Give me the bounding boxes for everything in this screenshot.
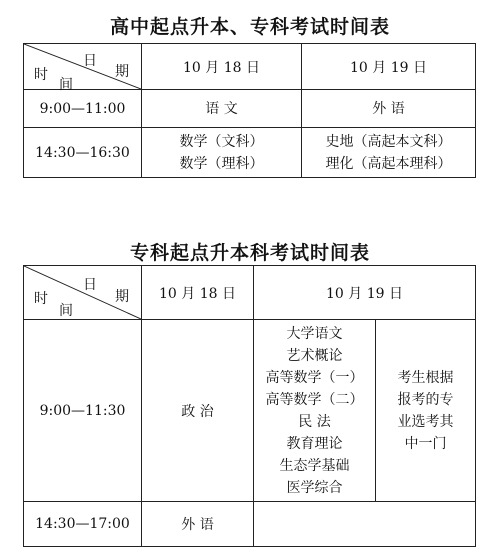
note-line: 报考的专 (397, 391, 454, 408)
subject-cell (142, 90, 302, 128)
time-slot: 9:00—11:30 (24, 320, 142, 502)
header-period-label: 期 (115, 289, 129, 305)
subject-cell: 外 语 (142, 502, 254, 547)
exam-schedule-table-1 (23, 43, 476, 178)
subject: 语 文 (205, 100, 238, 117)
subject: 外 语 (372, 100, 405, 117)
subject: 民 法 (298, 413, 331, 430)
exam-schedule-table-2 (23, 265, 476, 547)
header-time-label: 时 (34, 291, 48, 307)
time-slot: 14:30—16:30 (24, 128, 142, 178)
time-slot: 9:00—11:00 (24, 90, 142, 128)
time-slot: 14:30—17:00 (24, 502, 142, 547)
table2-title: 专科起点升本科考试时间表 (129, 242, 370, 264)
subject-cell (302, 90, 476, 128)
subject: 生态学基础 (279, 457, 350, 474)
header-period-label: 期 (115, 64, 129, 80)
date-header-2: 10 月 19 日 (254, 266, 476, 320)
header-day-label: 日 (83, 277, 97, 293)
note-line: 业选考其 (397, 413, 454, 430)
subject-cell (142, 128, 302, 178)
diagonal-header-cell (24, 44, 142, 93)
subject: 数学（文科） (179, 133, 264, 150)
subject: 医学综合 (286, 479, 343, 496)
subject-list-cell (254, 320, 376, 502)
subject-cell: 政 治 (142, 320, 254, 502)
selection-note-cell (376, 320, 476, 502)
empty-cell (254, 502, 476, 547)
subject-cell (302, 128, 476, 178)
date-header-1: 10 月 18 日 (142, 266, 254, 320)
note-line: 中一门 (404, 435, 447, 452)
subject: 理化（高起本理科） (325, 155, 452, 172)
date-header-2: 10 月 19 日 (302, 44, 476, 90)
table1-title: 高中起点升本、专科考试时间表 (109, 16, 390, 38)
date-header-1: 10 月 18 日 (142, 44, 302, 90)
subject: 数学（理科） (179, 155, 264, 172)
subject: 高等数学（二） (265, 391, 364, 408)
subject: 大学语文 (286, 325, 343, 342)
subject: 高等数学（一） (265, 369, 364, 386)
header-between-label: 间 (59, 77, 73, 93)
header-day-label: 日 (83, 53, 97, 69)
note-line: 考生根据 (397, 369, 454, 386)
diagonal-header-cell (24, 266, 142, 320)
subject: 教育理论 (286, 435, 343, 452)
subject: 艺术概论 (286, 347, 343, 364)
header-time-label: 时 (34, 67, 48, 83)
subject: 史地（高起本文科） (325, 133, 452, 150)
header-between-label: 间 (59, 303, 73, 319)
